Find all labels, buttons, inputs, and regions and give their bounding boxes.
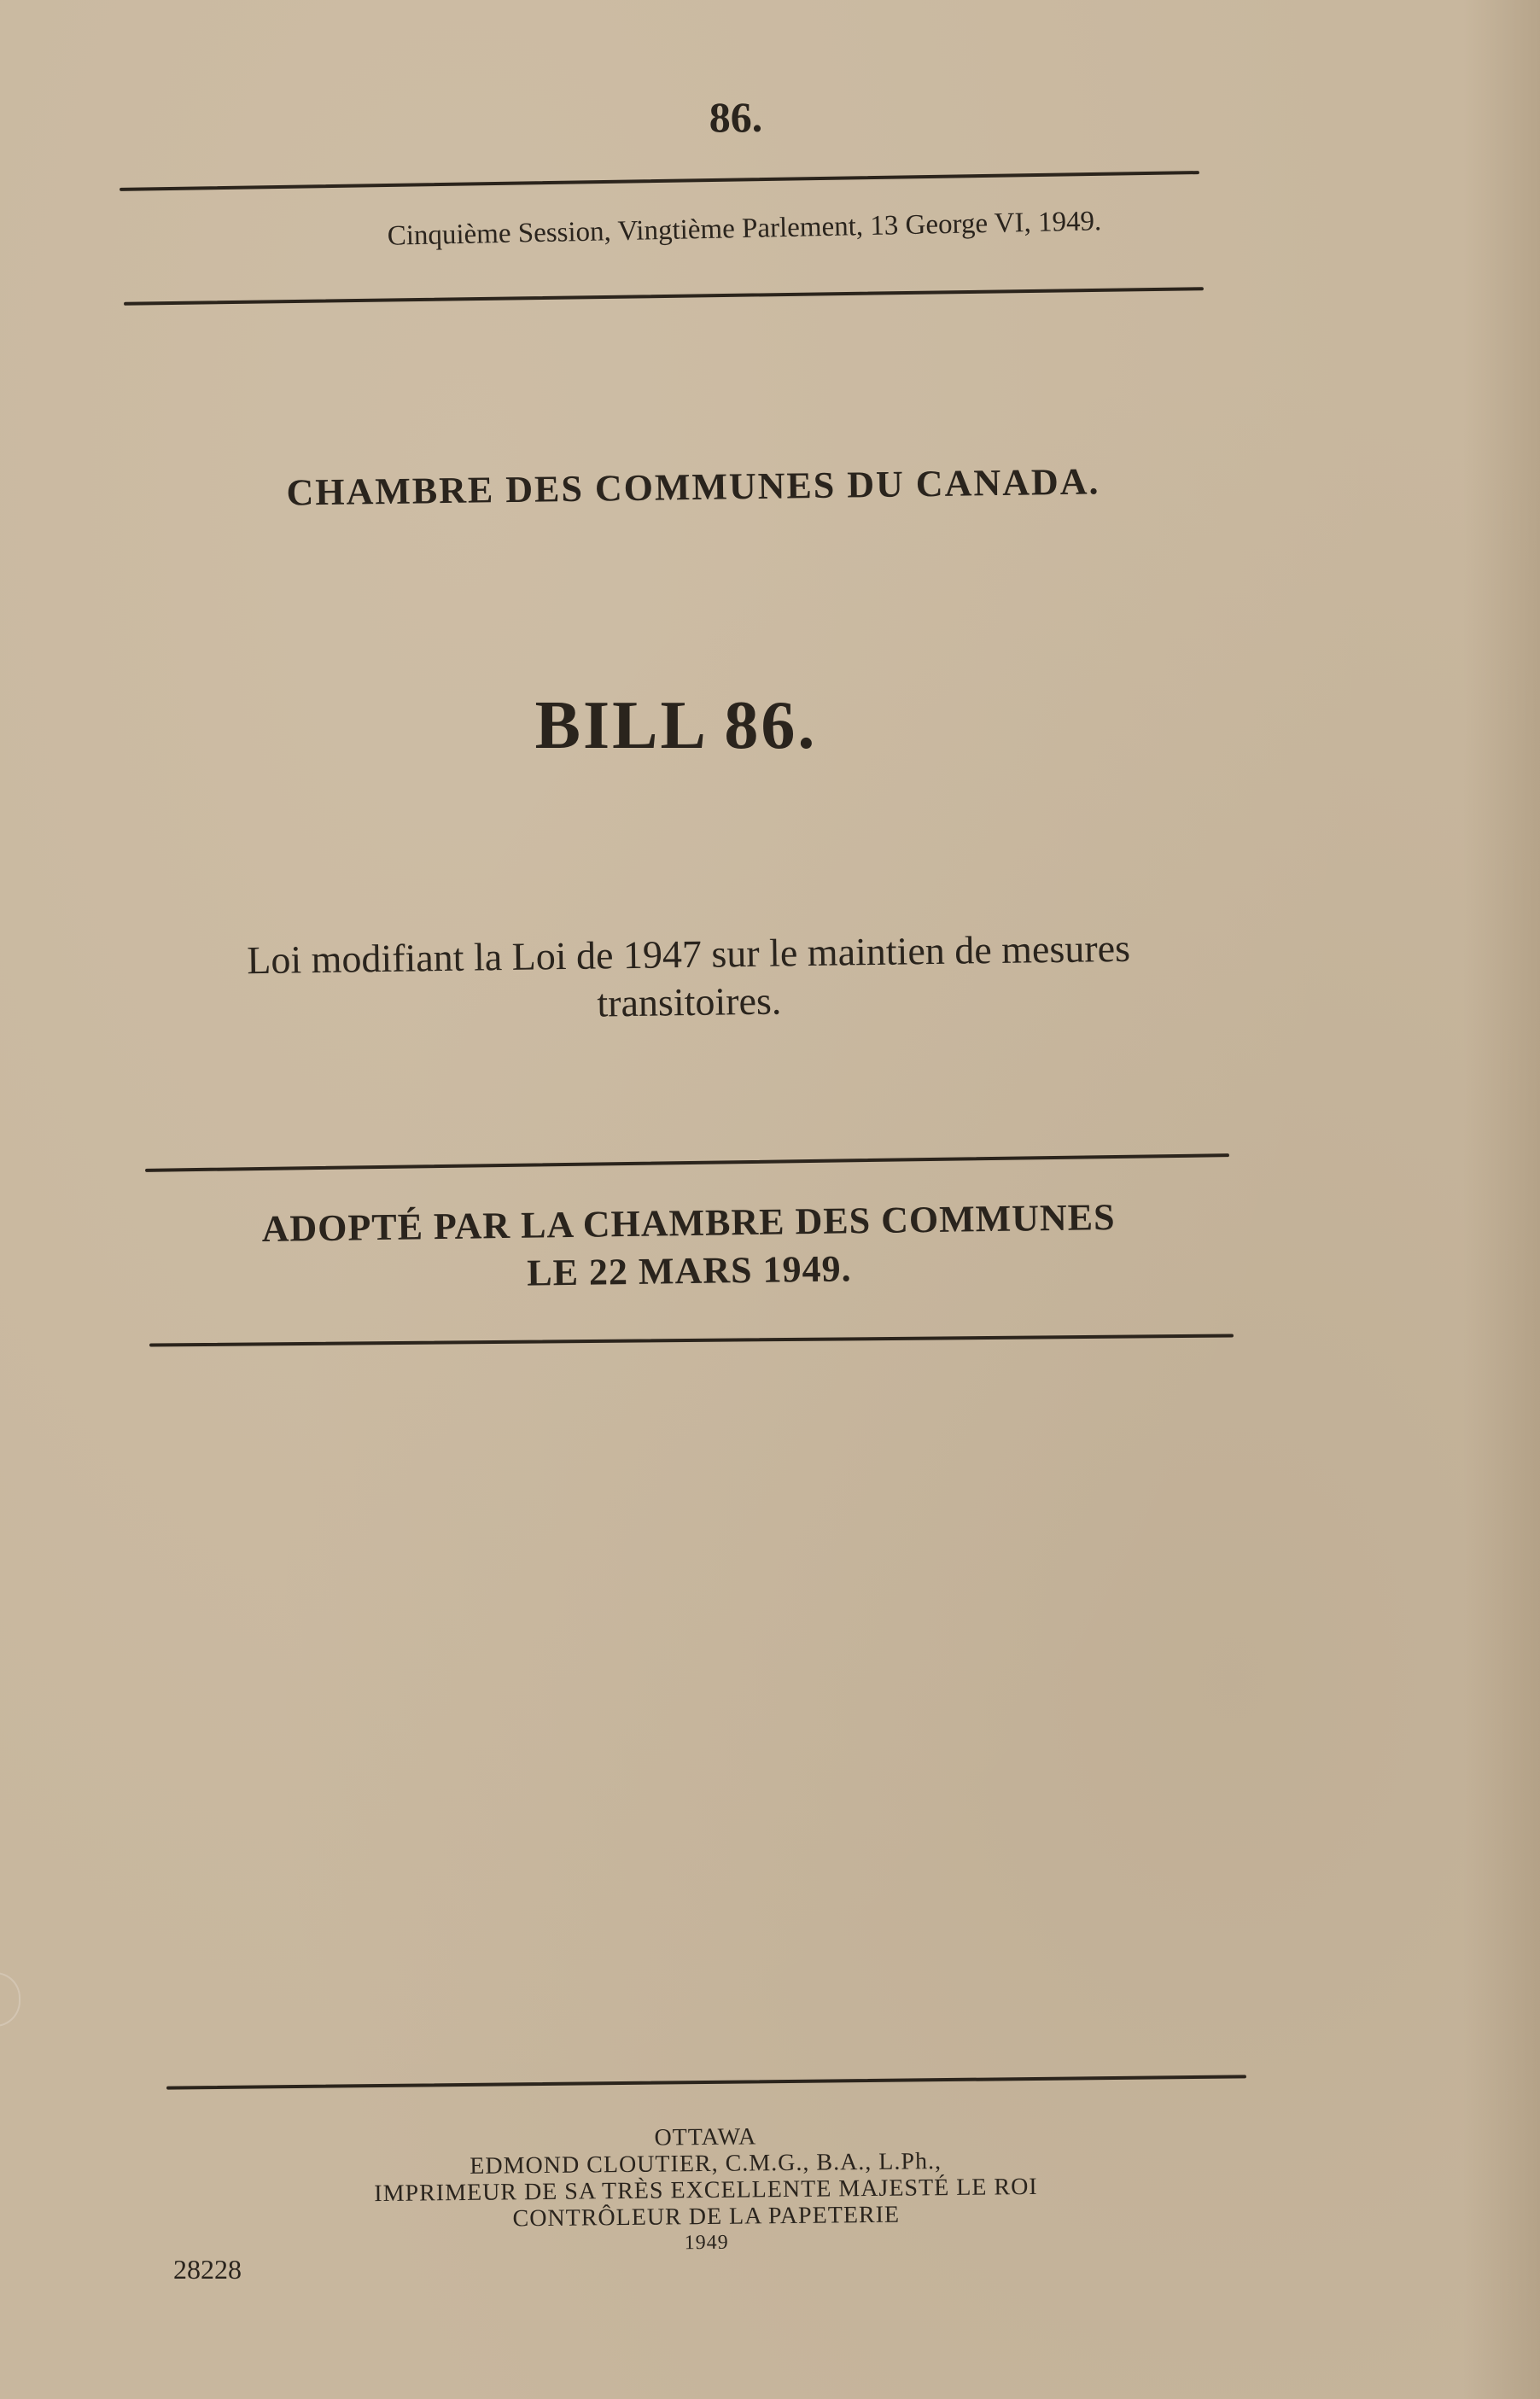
act-title — [0, 919, 1460, 1036]
imprint-year: 1949 — [684, 2231, 729, 2255]
passed-line-2: LE 22 MARS 1949. — [526, 1247, 852, 1294]
imprint-role-1: IMPRIMEUR DE SA TRÈS EXCELLENTE MAJESTÉ LE ROI — [374, 2173, 1038, 2208]
act-title-line-2: transitoires. — [597, 978, 782, 1025]
house-name: CHAMBRE DES COMMUNES DU CANADA. — [286, 460, 1100, 514]
imprint-city: OTTAWA — [654, 2123, 757, 2151]
passed-top-rule — [145, 1153, 1229, 1172]
header-bill-number: 86. — [709, 93, 763, 141]
header-top-rule — [120, 171, 1199, 191]
imprint-role-2: CONTRÔLEUR DE LA PAPETERIE — [512, 2201, 901, 2233]
imprint-block — [0, 2116, 1477, 2265]
session-line: Cinquième Session, Vingtième Parlement, 13 George VI, 1949. — [387, 206, 1102, 252]
print-code: 28228 — [173, 2254, 242, 2285]
imprint-top-rule — [166, 2075, 1246, 2089]
header-bottom-rule — [124, 287, 1204, 306]
passed-bottom-rule — [149, 1334, 1234, 1346]
act-title-line-1: Loi modifiant la Loi de 1947 sur le maintien de mesures — [246, 925, 1131, 983]
page-shadow — [1463, 0, 1540, 2399]
passed-line-1: ADOPTÉ PAR LA CHAMBRE DES COMMUNES — [261, 1196, 1116, 1250]
imprint-printer: EDMOND CLOUTIER, C.M.G., B.A., L.Ph., — [470, 2148, 942, 2180]
passed-statement — [0, 1188, 1460, 1305]
page-edge-mark — [0, 1972, 20, 2027]
bill-title: BILL 86. — [534, 688, 818, 763]
